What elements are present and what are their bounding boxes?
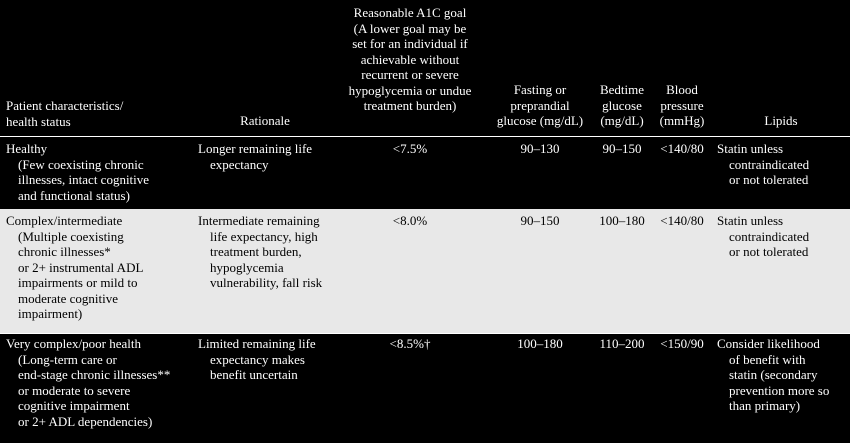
patient-detail-line: or 2+ instrumental ADL [18,259,144,275]
cell-fasting: 90–130 [520,141,560,156]
rationale-line: Intermediate remaining [198,213,320,228]
patient-detail-line: illnesses, intact cognitive [18,172,150,187]
patient-detail-line: end-stage chronic illnesses** [18,367,171,382]
header-lipids: Lipids [764,113,798,128]
lipids-line: than primary) [729,398,801,413]
rationale-line: treatment burden, [210,244,302,259]
header-a1c-line: Reasonable A1C goal [353,5,467,20]
rationale-line: hypoglycemia [210,259,284,275]
lipids-line: or not tolerated [729,244,809,259]
header-bedtime-line: Bedtime [599,82,645,97]
cell-rationale [198,213,348,291]
header-a1c-line: treatment burden) [363,98,457,113]
header-rationale: Rationale [240,113,290,128]
rationale-line: benefit uncertain [210,367,298,382]
patient-detail-line: impairments or mild to [18,275,138,290]
header-fasting [484,82,596,129]
patient-detail-line: moderate cognitive [18,290,118,306]
lipids-line: Statin unless [717,213,784,228]
rationale-line: Limited remaining life [198,336,316,351]
header-bedtime-line: glucose [602,97,642,113]
cell-bp: <140/80 [660,213,704,228]
header-bedtime [592,82,652,129]
patient-detail-line: cognitive impairment [18,398,130,413]
cell-bp: <150/90 [660,336,704,351]
cell-bedtime: 90–150 [602,141,642,156]
cell-patient [6,213,196,322]
cell-lipids [717,336,849,414]
cell-patient [6,336,201,429]
rationale-line: expectancy [210,156,269,172]
rationale-line: life expectancy, high [210,228,318,244]
cell-bp: <140/80 [660,141,704,156]
header-a1c-line: hypoglycemia or undue [348,82,472,98]
header-patient-line: Patient characteristics/ [6,98,124,113]
lipids-line: contraindicated [729,156,810,172]
lipids-line: Statin unless [717,141,784,156]
rationale-line: Longer remaining life [198,141,313,156]
header-patient [6,98,186,129]
header-a1c [336,5,484,114]
cell-fasting: 100–180 [517,336,563,351]
cell-lipids [717,141,849,188]
header-fasting-line: Fasting or [513,82,567,97]
rationale-line: expectancy makes [210,351,305,367]
lipids-line: contraindicated [729,228,810,244]
header-fasting-line: preprandial [510,97,570,113]
cell-bedtime: 110–200 [599,336,645,351]
header-fasting-line: glucose (mg/dL) [496,113,584,128]
header-bedtime-line: (mg/dL) [600,113,644,128]
header-bp-line: (mmHg) [659,113,705,128]
table-row-healthy [0,137,850,209]
patient-status: Very complex/poor health [6,336,142,351]
header-a1c-line: recurrent or severe [361,67,459,82]
rationale-line: vulnerability, fall risk [210,275,323,290]
patient-detail-line: (Few coexisting chronic [18,156,144,172]
patient-detail-line: impairment) [18,306,83,321]
cell-lipids [717,213,849,260]
patient-detail-line: or moderate to severe [18,382,131,398]
patient-detail-line: or 2+ ADL dependencies) [18,413,153,429]
cell-a1c: <8.5%† [389,336,431,351]
lipids-line: statin (secondary [729,367,818,382]
patient-status: Complex/intermediate [6,213,123,228]
header-patient-line: health status [6,113,71,129]
table-header [0,0,850,136]
cell-patient [6,141,196,203]
cell-rationale [198,336,348,383]
lipids-line: prevention more so [729,382,830,398]
cell-a1c: <7.5% [392,141,428,156]
patient-detail-line: (Multiple coexisting [18,228,124,244]
cell-fasting: 90–150 [520,213,560,228]
patient-detail-line: chronic illnesses* [18,244,111,259]
header-bp [652,82,712,129]
table-row-complex [0,209,850,333]
lipids-line: or not tolerated [729,172,809,187]
patient-status: Healthy [6,141,48,156]
lipids-line: Consider likelihood [717,336,820,351]
header-bp-line: pressure [660,97,704,113]
header-a1c-line: achievable without [360,51,460,67]
patient-detail-line: and functional status) [18,187,130,203]
cell-a1c: <8.0% [392,213,428,228]
cell-rationale [198,141,338,172]
cell-bedtime: 100–180 [599,213,645,228]
header-bp-line: Blood [666,82,698,97]
patient-detail-line: (Long-term care or [18,351,117,367]
table-row-very-complex [0,334,850,443]
lipids-line: of benefit with [729,351,806,367]
header-a1c-line: set for an individual if [352,36,468,51]
header-a1c-line: (A lower goal may be [353,20,467,36]
